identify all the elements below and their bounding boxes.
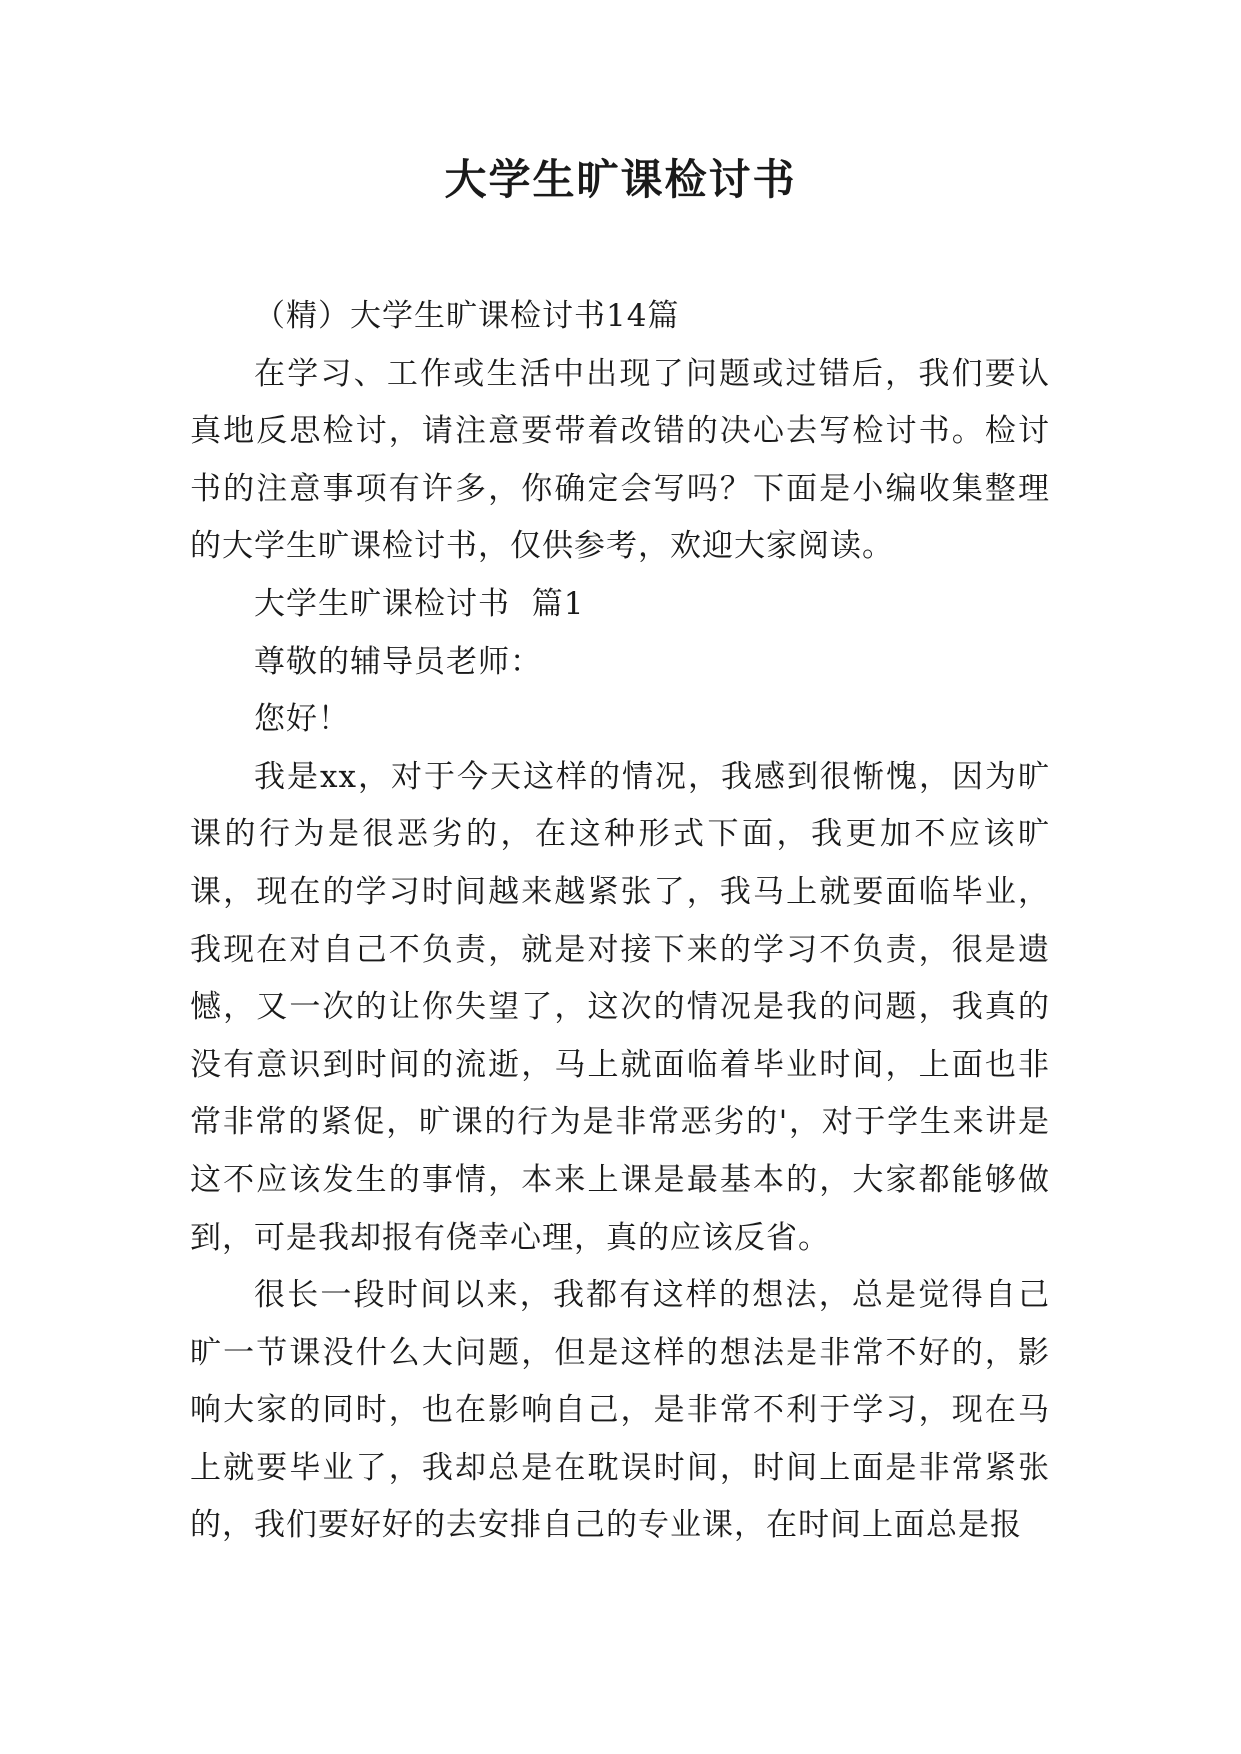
- salutation: 尊敬的辅导员老师：: [254, 643, 542, 680]
- body-paragraph-1: 我是xx，对于今天这样的情况，我感到很惭愧，因为旷课的行为是很恶劣的，在这种形式下面，我更加不应该旷课，现在的学习时间越来越紧张了，我马上就要面临毕业，我现在对自己不负责，就是对接下来的学习不负责，很是遗憾，又一次的让你失望了，这次的情况是我的问题，我真的没有意识到时间的流逝，马上就面临着毕业时间，上面也非常非常的紧促，旷课的行为是非常恶劣的'，对于学生来讲是这不应该发生的事情，本来上课是最基本的，大家都能够做到，可是我却报有侥幸心理，真的应该反省。: [190, 758, 1050, 1256]
- body-paragraph-2: 很长一段时间以来，我都有这样的想法，总是觉得自己旷一节课没什么大问题，但是这样的想法是非常不好的，影响大家的同时，也在影响自己，是非常不利于学习，现在马上就要毕业了，我却总是在耽误时间，时间上面是非常紧张的，我们要好好的去安排自己的专业课，在时间上面总是报: [190, 1277, 1050, 1544]
- document-title: 大学生旷课检讨书: [444, 155, 797, 204]
- subtitle-line: （精）大学生旷课检讨书14篇: [254, 298, 680, 334]
- section-heading: 大学生旷课检讨书 篇1: [254, 585, 585, 622]
- intro-paragraph: 在学习、工作或生活中出现了问题或过错后，我们要认真地反思检讨，请注意要带着改错的决心去写检讨书。检讨书的注意事项有许多，你确定会写吗？下面是小编收集整理的大学生旷课检讨书，仅供参考，欢迎大家阅读。: [190, 355, 1050, 565]
- greeting: 您好！: [254, 701, 350, 738]
- document-body: [190, 288, 1050, 1555]
